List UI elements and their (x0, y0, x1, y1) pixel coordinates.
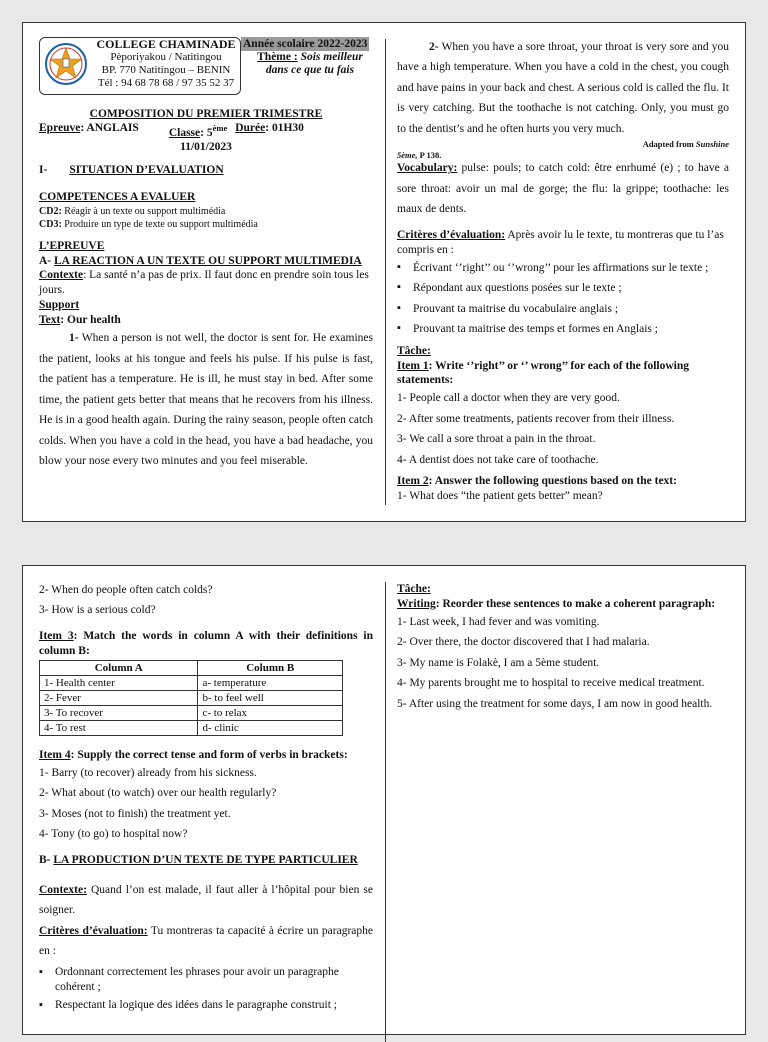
item1-statement: 3- We call a sore throat a pain in the throat. (397, 433, 596, 446)
classe-value: : 5 (200, 126, 213, 139)
part-a-prefix: A- (39, 254, 52, 267)
page1-left-column (39, 107, 373, 471)
cd3-code: CD3: (39, 218, 62, 230)
item3-label: Item 3 (39, 629, 74, 642)
criteres-text: Après avoir lu le texte, tu montreras que tu l’as compris en : (397, 228, 724, 256)
item2-title: : Answer the following questions based on the text: (428, 475, 677, 488)
column-divider (385, 582, 386, 1042)
part-b-criteres (39, 921, 373, 962)
epreuve-title: L’EPREUVE (39, 239, 105, 252)
table-row (40, 690, 343, 705)
table-cell: 4- To rest (40, 720, 198, 735)
exam-info (39, 122, 373, 140)
criteres-item: ▪ Répondant aux questions posées sur le texte ; (397, 278, 729, 298)
text-paragraph-1 (39, 328, 373, 471)
writing-sentence: 1- Last week, I had fever and was vomiting. (397, 615, 600, 628)
vocabulary-text: pulse: pouls; to catch cold: être enrhumé (e) ; to have a sore throat: avoir un mal de gorge; the flu: la grippe; toothache: les maux de dents. (397, 162, 730, 216)
section-heading (39, 163, 373, 178)
writing-sentence: 5- After using the treatment for some days, I am now in good health. (397, 697, 713, 710)
page2-right-column (397, 582, 729, 714)
cd2-code: CD2: (39, 205, 62, 217)
table-cell: 2- Fever (40, 690, 198, 705)
exam-date: 11/01/2023 (180, 140, 232, 153)
part-b-heading (39, 853, 373, 868)
column-divider (385, 39, 386, 505)
item4-title: : Supply the correct tense and form of verbs in brackets: (70, 748, 348, 761)
writing-title: : Reorder these sentences to make a coherent paragraph: (435, 597, 716, 610)
adapted-source-level: 5ème, (397, 150, 418, 161)
section-number: I- (39, 163, 48, 176)
item4-sentence: 1- Barry (to recover) already from his sickness. (39, 766, 257, 779)
text-paragraph-2 (397, 37, 729, 139)
theme (247, 51, 373, 77)
contexte-text: : La santé n’a pas de prix. Il faut donc en prendre soin tous les jours. (39, 269, 369, 297)
contexte-label: Contexte (39, 269, 84, 282)
part-b-contexte-label: Contexte: (39, 883, 87, 896)
table-row (40, 675, 343, 690)
part-b-criteres-label: Critères d’évaluation: (39, 924, 148, 937)
para2-text: When you have a sore throat, your throat is very sore and you have a high temperature. When you have a cold in the chest, you cough and have pains in your back and chest. A serious cold is called the flu. It is very catching. But the toothache is not catching. Only, you must go to the dentist’s and he often hurts you very much. (397, 41, 729, 135)
criteres-item: ▪ Prouvant ta maitrise des temps et formes en Anglais ; (397, 319, 729, 339)
part-b-prefix: B- (39, 853, 51, 866)
table-cell: a- temperature (198, 675, 343, 690)
table-cell: 3- To recover (40, 705, 198, 720)
part-b-title: LA PRODUCTION D’UN TEXTE DE TYPE PARTICULIER (53, 853, 358, 866)
page2-left-column (39, 580, 373, 1013)
item2-question: 2- When do people often catch colds? (39, 584, 213, 596)
duree-label: Durée (235, 121, 266, 134)
item4-sentence: 3- Moses (not to finish) the treatment yet. (39, 807, 231, 820)
support-label: Support (39, 299, 80, 312)
adapted-page-number: P 138. (419, 150, 442, 161)
adapted-from (397, 139, 729, 150)
item4-sentence: 4- Tony (to go) to hospital now? (39, 828, 188, 841)
part-b-criteres-item: ▪ Respectant la logique des idées dans le paragraphe construit ; (39, 998, 373, 1013)
tache-label: Tâche: (397, 344, 431, 357)
item1-label: Item 1 (397, 359, 429, 372)
section-title: SITUATION D’EVALUATION (69, 163, 224, 176)
criteres-item: ▪ Prouvant ta maitrise du vocabulaire anglais ; (397, 299, 729, 319)
item1-statement: 4- A dentist does not take care of toothache. (397, 453, 599, 466)
table-cell: c- to relax (198, 705, 343, 720)
duree-value: : 01H30 (265, 121, 304, 134)
table-row (40, 720, 343, 735)
criteres-label: Critères d’évaluation: (397, 228, 506, 241)
adapted-label: Adapted from (642, 139, 694, 150)
writing-tache-label: Tâche: (397, 583, 431, 595)
table-cell: 1- Health center (40, 675, 198, 690)
school-address: BP. 770 Natitingou – BENIN (101, 64, 231, 76)
table-row (40, 705, 343, 720)
part-b-criteres-text: Tu montreras ta capacité à écrire un paragraphe en : (39, 924, 374, 957)
school-header (39, 37, 241, 95)
epreuve-value: : ANGLAIS (80, 121, 139, 134)
item1-title: : Write ‘’right’’ or ‘’ wrong’’ for each of the following statements: (397, 359, 690, 387)
text-label: Text (39, 314, 61, 327)
item3-title: : Match the words in column A with their definitions in column B: (39, 629, 374, 657)
part-b-criteres-list (39, 965, 373, 1013)
writing-label: Writing (397, 597, 436, 610)
school-phone: Tél : 94 68 78 68 / 97 35 52 37 (97, 77, 235, 89)
epreuve-label: Epreuve (39, 121, 81, 134)
criteres-item: ▪ Écrivant ‘’right’’ ou ‘’wrong’’ pour les affirmations sur le texte ; (397, 258, 729, 278)
column-b-header: Column B (198, 660, 343, 675)
classe-label: Classe (168, 126, 201, 139)
school-logo-icon (44, 42, 88, 86)
column-a-header: Column A (40, 660, 198, 675)
writing-sentence: 3- My name is Folakè, I am a 5ème student. (397, 656, 600, 669)
matching-table (39, 660, 343, 736)
exam-page-2 (22, 565, 746, 1035)
text-title: : Our health (60, 314, 121, 327)
exam-title: COMPOSITION DU PREMIER TRIMESTRE (89, 108, 323, 120)
criteres-list (397, 258, 729, 340)
theme-label: Thème : (257, 51, 298, 63)
table-cell: d- clinic (198, 720, 343, 735)
criteres-intro (397, 228, 729, 258)
writing-sentence: 2- Over there, the doctor discovered that I had malaria. (397, 636, 650, 649)
page1-right-column (397, 37, 729, 504)
item1-statement: 1- People call a doctor when they are very good. (397, 392, 620, 405)
writing-sentence: 4- My parents brought me to hospital to receive medical treatment. (397, 677, 705, 690)
para1-number: 1- (69, 332, 79, 345)
item1-statement: 2- After some treatments, patients recover from their illness. (397, 412, 675, 425)
vocabulary (397, 158, 729, 219)
para2-number: 2- (429, 41, 439, 53)
school-year: Année scolaire 2022-2023 (243, 38, 368, 50)
classe-sup: ème (212, 122, 228, 133)
part-b-contexte-text: Quand l’on est malade, il faut aller à l’hôpital pour bien se soigner. (39, 883, 374, 917)
item2-question: 1- What does “the patient gets better” mean? (397, 490, 603, 503)
table-cell: b- to feel well (198, 690, 343, 705)
part-b-criteres-item: ▪ Ordonnant correctement les phrases pour avoir un paragraphe cohérent ; (39, 965, 373, 995)
cd2-text: Réagir à un texte ou support multimédia (64, 205, 226, 217)
item4-sentence: 2- What about (to watch) over our health regularly? (39, 787, 277, 800)
vocabulary-label: Vocabulary: (397, 162, 458, 175)
exam-page-1 (22, 22, 746, 522)
item2-question: 3- How is a serious cold? (39, 604, 156, 617)
para1-text: When a person is not well, the doctor is sent for. He examines the patient, looks at his tongue and feels his pulse. If his pulse is fast, the patient has a temperature. He is ill, he must stay in bed. After some time, the patient gets better that means that he recovers from his illness. He is in a good health again. During the rainy season, people often catch colds. When you have a cold in the head, you have a bad headache, you blow your nose every two minutes and you feel miserable. (39, 332, 374, 468)
school-name: COLLEGE CHAMINADE (96, 37, 236, 51)
part-a-title: LA REACTION A UN TEXTE OU SUPPORT MULTIMEDIA (54, 254, 362, 267)
cd3-text: Produire un type de texte ou support multimédia (64, 218, 258, 230)
competences-title: COMPETENCES A EVALUER (39, 190, 196, 203)
school-location: Pèporiyakou / Natitingou (110, 51, 222, 63)
theme-text: Sois meilleur dans ce que tu fais (265, 51, 363, 76)
adapted-source: Sunshine (695, 139, 729, 150)
item4-label: Item 4 (39, 748, 71, 761)
item2-label: Item 2 (397, 475, 429, 488)
part-b-contexte (39, 880, 373, 921)
